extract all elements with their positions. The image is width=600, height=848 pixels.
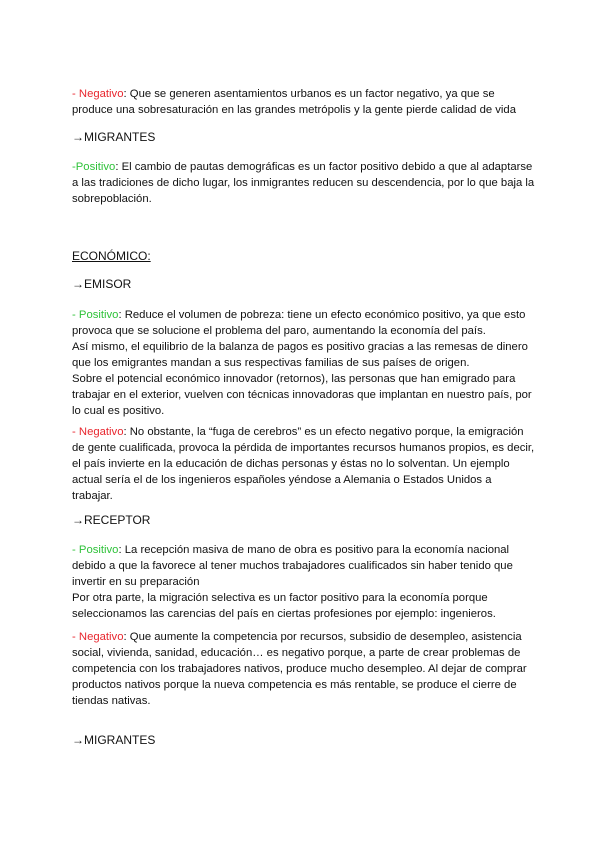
heading-receptor: →RECEPTOR	[72, 513, 151, 527]
section-title-economico: ECONÓMICO:	[72, 249, 151, 263]
paragraph-positivo-demograficas: -Positivo: El cambio de pautas demográficas es un factor positivo debido a que al adaptarse a las tradiciones de dicho lugar, los inmigrantes reducen su descendencia, por lo que baja la sobrepoblación.	[72, 161, 535, 205]
negativo-label: - Negativo	[72, 88, 124, 100]
negativo-label: - Negativo	[72, 631, 124, 643]
negativo-label: - Negativo	[72, 426, 124, 438]
heading-emisor: →EMISOR	[72, 277, 132, 291]
heading-migrantes: →MIGRANTES	[72, 733, 156, 747]
paragraph-negativo-emisor: - Negativo: No obstante, la “fuga de cerebros” es un efecto negativo porque, la emigración de gente cualificada, provoca la pérdida de importantes recursos humanos propios, es decir, el país invierte en la educación de dichas personas y éstas no lo solventan. Un ejemplo actual sería el de los ingenieros españoles yéndose a Alemania o Estados Unidos a trabajar.	[72, 426, 535, 502]
positivo-label: -Positivo	[72, 161, 116, 173]
heading-migrantes: →MIGRANTES	[72, 130, 156, 144]
paragraph-negativo-urbanos: - Negativo: Que se generen asentamientos urbanos es un factor negativo, ya que se produce una sobresaturación en las grandes metrópolis y la gente pierde calidad de vida	[72, 88, 516, 116]
paragraph-negativo-receptor: - Negativo: Que aumente la competencia por recursos, subsidio de desempleo, asistencia social, vivienda, sanidad, educación… es negativo porque, a parte de crear problemas de competencia con los trabajadores nativos, produce mucho desempleo. Al dejar de comprar productos nativos porque la nueva competencia es más rentable, se produce el cierre de tiendas nativas.	[72, 631, 527, 707]
paragraph-positivo-emisor: - Positivo: Reduce el volumen de pobreza: tiene un efecto económico positivo, ya que esto provoca que se solucione el problema del paro, aumentando la economía del país. Así mismo, el equilibrio de la balanza de pagos es positivo gracias a las remesas de dinero que los emigrantes mandan a sus respectivas familias de sus países de origen. Sobre el potencial económico innovador (retornos), las personas que han emigrado para trabajar en el exterior, vuelven con técnicas innovadoras que implantan en nuestro país, por lo cual es positivo.	[72, 309, 532, 417]
paragraph-positivo-receptor: - Positivo: La recepción masiva de mano de obra es positivo para la economía nacional debido a que la favorece al tener muchos trabajadores cualificados sin haber tenido que invertir en su preparación Por otra parte, la migración selectiva es un factor positivo para la economía porque seleccionamos las carencias del país en ciertas profesiones por ejemplo: ingenieros.	[72, 544, 513, 620]
positivo-label: - Positivo	[72, 544, 119, 556]
positivo-label: - Positivo	[72, 309, 119, 321]
